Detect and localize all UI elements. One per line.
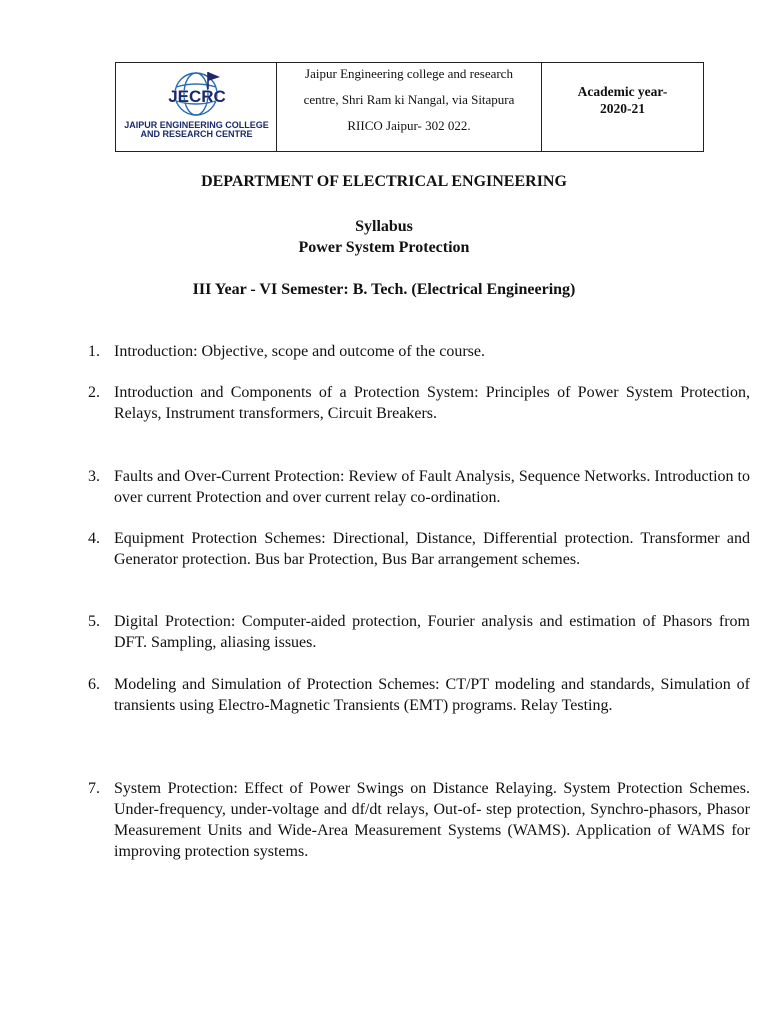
academic-year-label: Academic year- [577, 84, 668, 99]
topic-text: Introduction and Components of a Protection System: Principles of Power System Protection, Relays, Instrument transformers, Circuit Breakers. [114, 384, 750, 422]
logo-caption-line1: JAIPUR ENGINEERING COLLEGE [124, 120, 269, 130]
jecrc-logo-icon [116, 63, 277, 123]
topic-item [88, 611, 750, 653]
address-line1: Jaipur Engineering college and research [305, 66, 513, 81]
address-line2: centre, Shri Ram ki Nangal, via Sitapura [303, 92, 515, 107]
topic-text: System Protection: Effect of Power Swings on Distance Relaying. System Protection Schemes. Under-frequency, under-voltage and df/dt relays, Out-of- step protection, Synchro-phasors, Phasor Measurement Units and Wide-Area Measurement Systems (WAMS). Application of WAMS for improving protection systems. [114, 780, 750, 860]
topic-number: 3. [88, 468, 100, 485]
department-title: DEPARTMENT OF ELECTRICAL ENGINEERING [201, 173, 567, 190]
topic-text: Modeling and Simulation of Protection Schemes: CT/PT modeling and standards, Simulation of transients using Electro-Magnetic Transients (EMT) programs. Relay Testing. [114, 676, 750, 714]
address-cell [277, 63, 542, 151]
topic-number: 1. [88, 343, 100, 360]
topic-item [88, 674, 750, 716]
logo-mark-text: JECRC [168, 87, 226, 106]
topic-text: Equipment Protection Schemes: Directional, Distance, Differential protection. Transformer and Generator protection. Bus bar Protection, Bus Bar arrangement schemes. [114, 530, 750, 568]
topic-number: 4. [88, 530, 100, 547]
topic-text: Faults and Over-Current Protection: Review of Fault Analysis, Sequence Networks. Introduction to over current Protection and over current relay co-ordination. [114, 468, 750, 506]
topic-item [88, 778, 750, 862]
topic-number: 2. [88, 384, 100, 401]
topic-item [88, 528, 750, 570]
topic-text: Introduction: Objective, scope and outcome of the course. [114, 343, 485, 360]
topic-item [88, 466, 750, 508]
logo-caption-line2: AND RESEARCH CENTRE [140, 129, 253, 139]
year-semester-title: III Year - VI Semester: B. Tech. (Electrical Engineering) [192, 281, 576, 298]
course-title: Power System Protection [298, 239, 470, 256]
topic-text: Digital Protection: Computer-aided protection, Fourier analysis and estimation of Phasors from DFT. Sampling, aliasing issues. [114, 613, 750, 651]
topic-item [88, 382, 750, 424]
topic-number: 6. [88, 676, 100, 693]
logo-cell [116, 63, 277, 151]
topic-item [88, 341, 750, 362]
topic-number: 5. [88, 613, 100, 630]
syllabus-heading: Syllabus [355, 218, 413, 235]
academic-year-cell [542, 63, 703, 151]
topic-number: 7. [88, 780, 100, 797]
academic-year-value: 2020-21 [600, 101, 645, 116]
address-line3: RIICO Jaipur- 302 022. [347, 118, 471, 133]
header-table [115, 62, 704, 152]
